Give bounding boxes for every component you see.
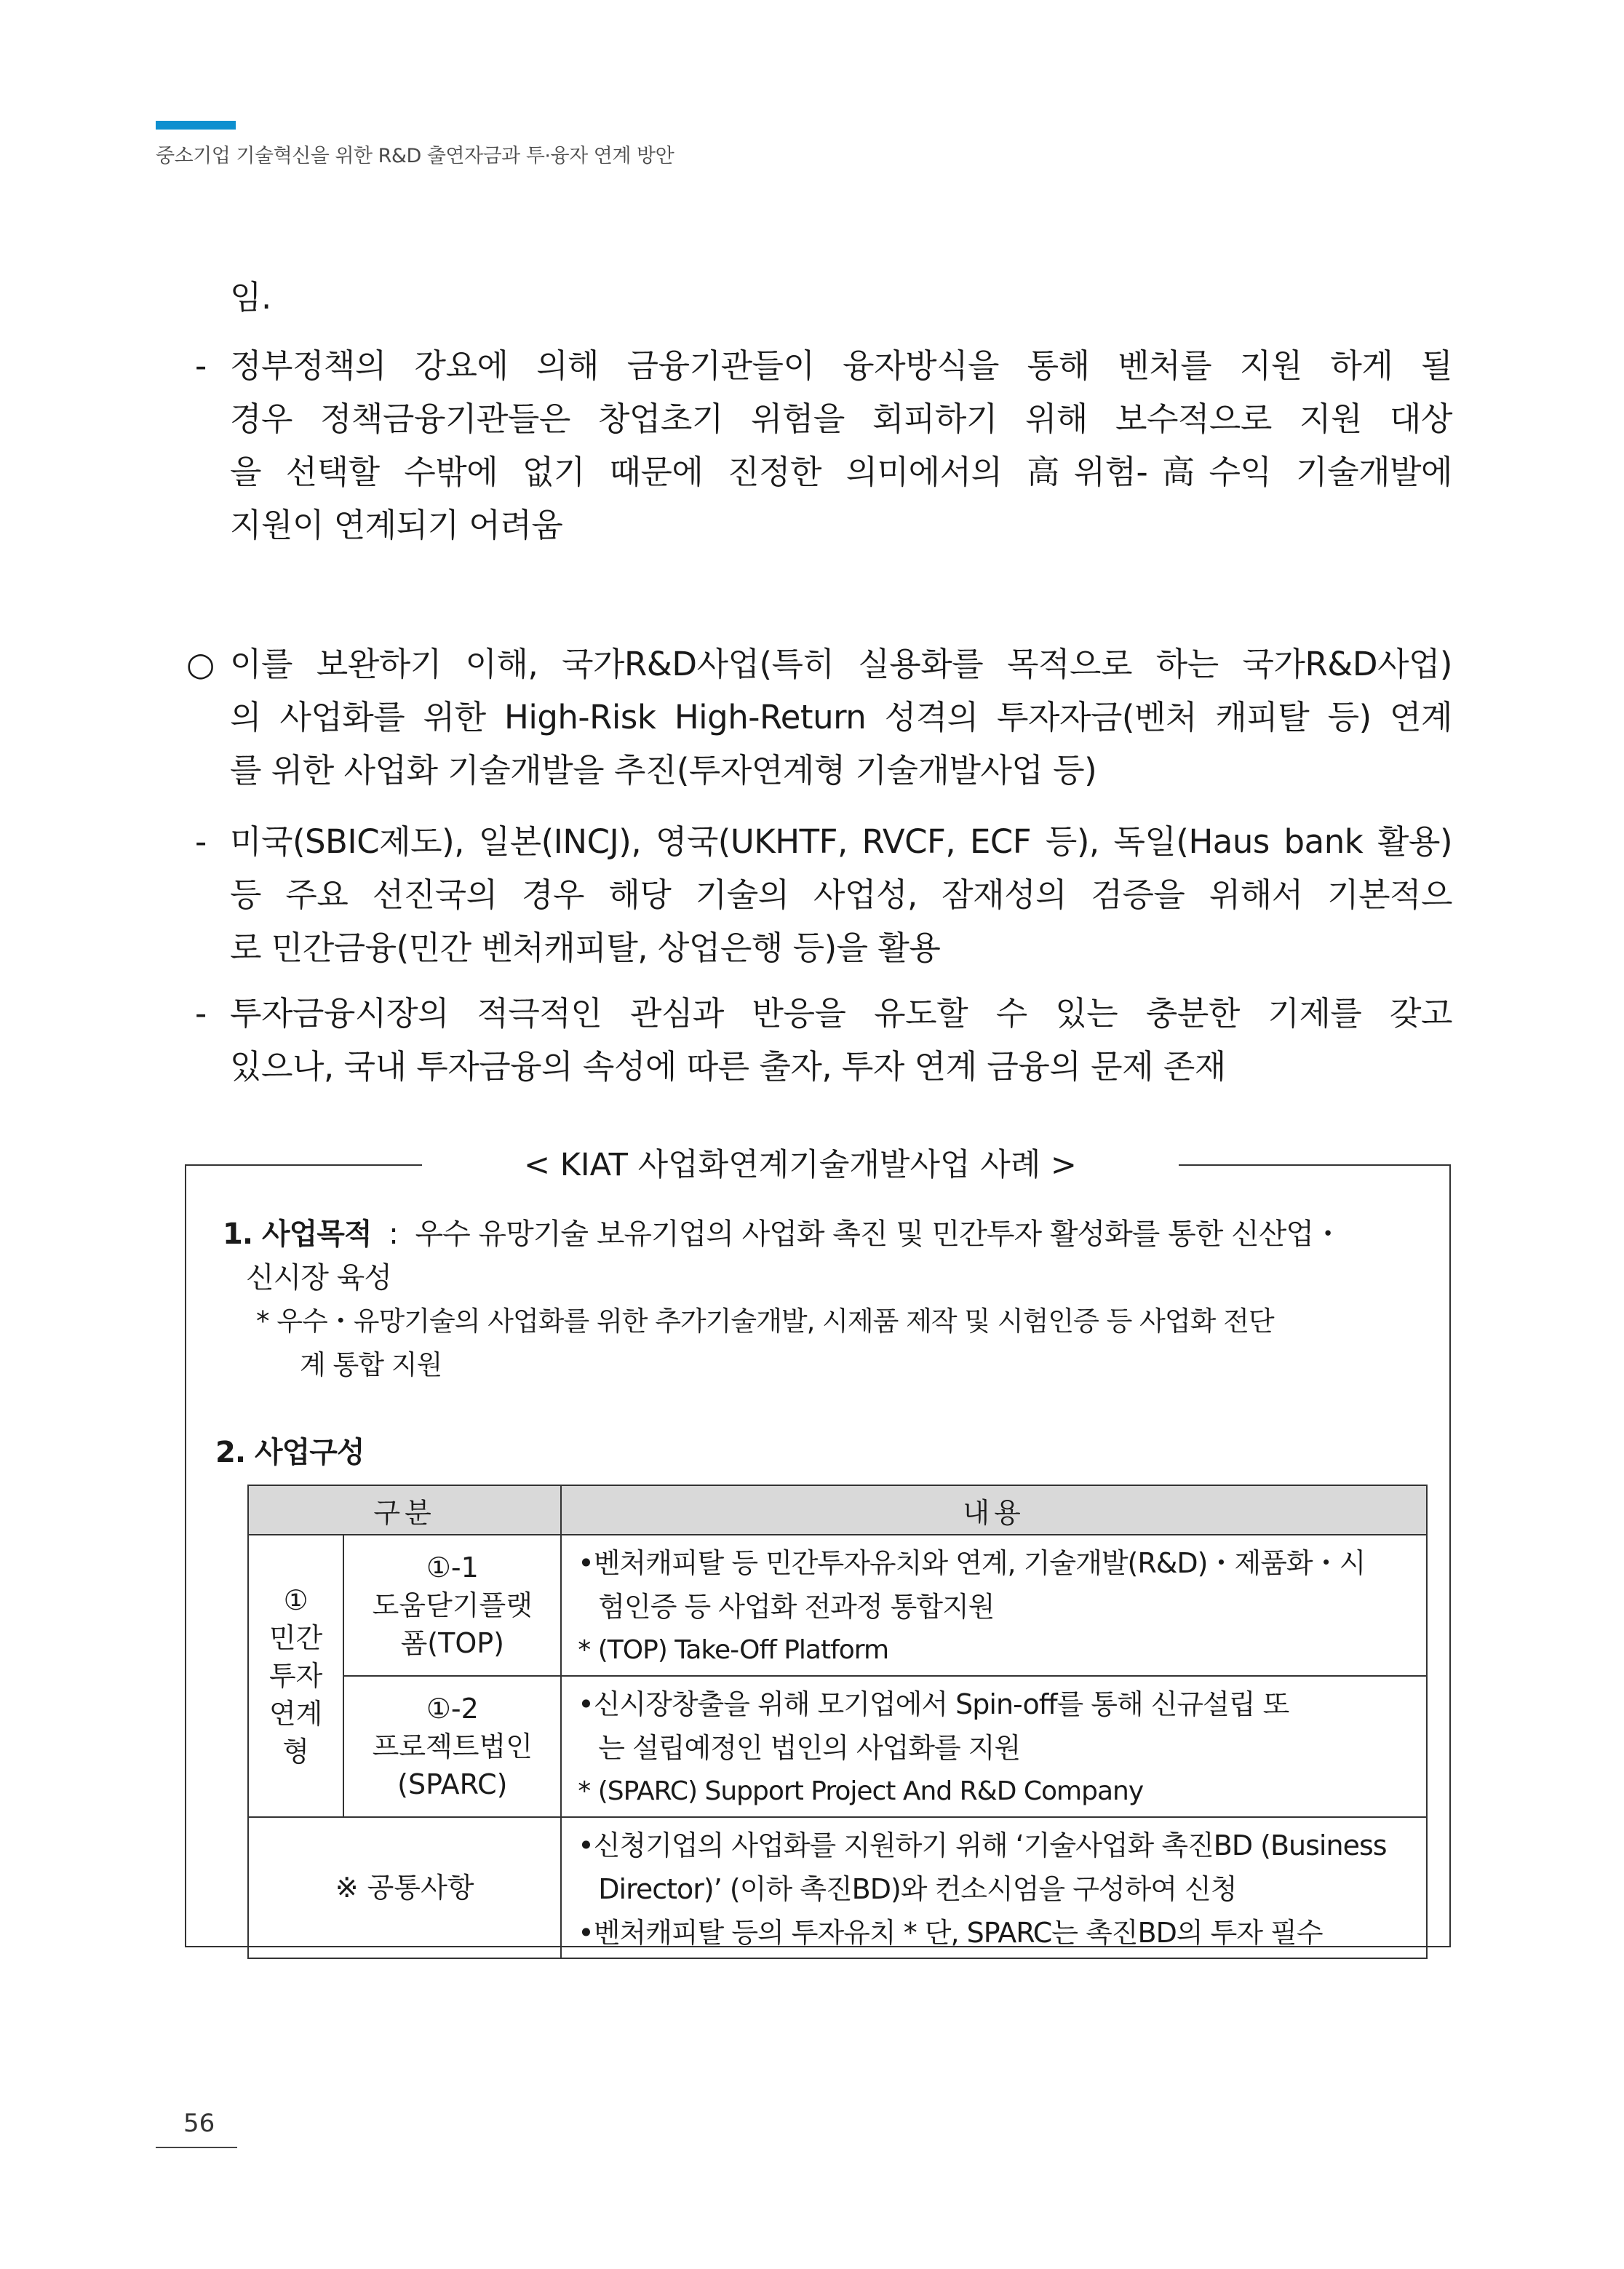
paragraph-line: 을 선택할 수밖에 없기 때문에 진정한 의미에서의 高위험-高수익 기술개발에: [230, 453, 1452, 491]
footnote: * (SPARC) Support Project And R&D Company: [578, 1776, 1144, 1806]
dash-paragraph-1: [230, 339, 1452, 552]
paragraph-line: 있으나, 국내 투자금융의 속성에 따른 출자, 투자 연계 금융의 문제 존재: [230, 1047, 1226, 1086]
dash-marker: -: [195, 346, 207, 385]
circle-paragraph-1: [230, 637, 1452, 797]
item1-line: [223, 1212, 1342, 1256]
sub-label-cell: ①-1 도움닫기플랫 폼(TOP): [343, 1535, 561, 1676]
continuation-text: 임.: [230, 278, 271, 317]
table-row: [248, 1676, 1427, 1817]
paragraph-line: 투자금융시장의 적극적인 관심과 반응을 유도할 수 있는 충분한 기제를 갖고: [230, 994, 1452, 1033]
content-cell: •벤처캐피탈 등 민간투자유치와 연계, 기술개발(R&D)・제품화・시 험인증 등 사업화 전과정 통합지원 * (TOP) Take-Off Platform: [561, 1535, 1427, 1676]
item1-text-cont: 신시장 육성: [246, 1261, 391, 1295]
paragraph-line: 이를 보완하기 이해, 국가R&D사업(특히 실용화를 목적으로 하는 국가R&D사업): [230, 645, 1452, 683]
header-accent-bar: [156, 121, 236, 130]
paragraph-line: 지원이 연계되기 어려움: [230, 506, 563, 544]
common-content-cell: •신청기업의 사업화를 지원하기 위해 ‘기술사업화 촉진BD (Business Director)’ (이하 촉진BD)와 컨소시엄을 구성하여 신청 •벤처캐피탈 등의 투자유치 * 단, SPARC는 촉진BD의 투자 필수: [561, 1817, 1427, 1958]
paragraph-line: 의 사업화를 위한 High-Risk High-Return 성격의 투자자금(벤처 캐피탈 등) 연계: [230, 698, 1452, 736]
table-header-row: [248, 1485, 1427, 1535]
header-category: 구분: [248, 1485, 561, 1535]
item1-note-cont: 계 통합 지원: [300, 1349, 442, 1380]
page-number-rule: [156, 2147, 237, 2148]
case-box-title: < KIAT 사업화연계기술개발사업 사례 >: [524, 1147, 1077, 1183]
business-structure-table: [247, 1485, 1428, 1959]
header-content: 내용: [561, 1485, 1427, 1535]
dash-marker: -: [195, 822, 207, 861]
common-label-cell: ※ 공통사항: [248, 1817, 561, 1958]
paragraph-line: 정부정책의 강요에 의해 금융기관들이 융자방식을 통해 벤처를 지원 하게 될: [230, 346, 1452, 385]
item1-heading: 1. 사업목적: [223, 1217, 372, 1251]
footnote: * (TOP) Take-Off Platform: [578, 1635, 889, 1665]
running-header: 중소기업 기술혁신을 위한 R&D 출연자금과 투·융자 연계 방안: [156, 145, 674, 167]
content-cell: •신시장창출을 위해 모기업에서 Spin-off를 통해 신규설립 또 는 설립예정인 법인의 사업화를 지원 * (SPARC) Support Project And R&D Company: [561, 1676, 1427, 1817]
paragraph-line: 로 민간금융(민간 벤처캐피탈, 상업은행 등)을 활용: [230, 929, 941, 967]
circle-bullet: ○: [186, 645, 215, 683]
table-row: [248, 1535, 1427, 1676]
dash-paragraph-3: [230, 987, 1452, 1093]
paragraph-line: 미국(SBIC제도), 일본(INCJ), 영국(UKHTF, RVCF, ECF 등), 독일(Haus bank 활용): [230, 822, 1452, 861]
paragraph-line: 경우 정책금융기관들은 창업초기 위험을 회피하기 위해 보수적으로 지원 대상: [230, 400, 1452, 438]
sub-label-cell: ①-2 프로젝트법인 (SPARC): [343, 1676, 561, 1817]
item1-note: * 우수・유망기술의 사업화를 위한 추가기술개발, 시제품 제작 및 시험인증 등 사업화 전단: [256, 1306, 1274, 1337]
table-row: [248, 1817, 1427, 1958]
item1-text: 우수 유망기술 보유기업의 사업화 촉진 및 민간투자 활성화를 통한 신산업・: [415, 1217, 1342, 1251]
item1-separator: :: [389, 1217, 398, 1251]
page-number: 56: [183, 2109, 215, 2138]
paragraph-line: 등 주요 선진국의 경우 해당 기술의 사업성, 잠재성의 검증을 위해서 기본적으: [230, 875, 1452, 914]
paragraph-line: 를 위한 사업화 기술개발을 추진(투자연계형 기술개발사업 등): [230, 751, 1097, 790]
dash-paragraph-2: [230, 815, 1452, 974]
group-label-cell: ① 민간 투자 연계 형: [248, 1535, 343, 1817]
dash-marker: -: [195, 994, 207, 1033]
item2-heading: 2. 사업구성: [215, 1436, 365, 1469]
